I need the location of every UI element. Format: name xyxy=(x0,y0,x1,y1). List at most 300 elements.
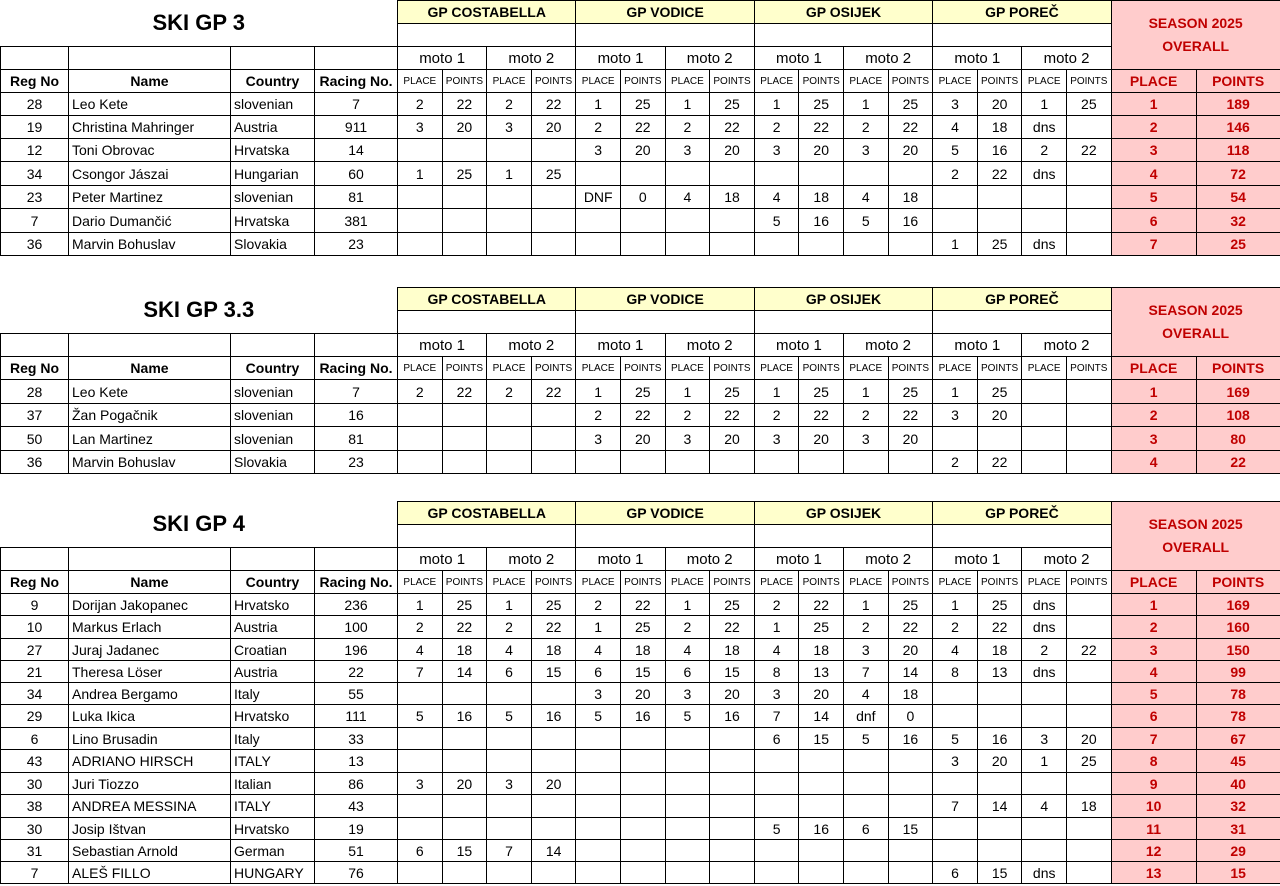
moto-place-cell: 6 xyxy=(754,728,799,750)
col-place: PLACE xyxy=(1022,571,1067,594)
country-cell: Italy xyxy=(231,728,315,750)
moto-place-cell xyxy=(487,186,532,209)
overall-place-cell: 9 xyxy=(1111,773,1196,795)
col-points: POINTS xyxy=(1066,357,1111,380)
country-cell: slovenian xyxy=(231,380,315,404)
moto-points-cell: 18 xyxy=(799,186,844,209)
moto-points-cell: 20 xyxy=(621,139,666,162)
moto-place-cell: 1 xyxy=(398,594,443,616)
moto-place-cell: 1 xyxy=(754,616,799,639)
moto-points-cell: 15 xyxy=(977,862,1022,884)
moto-points-cell: 13 xyxy=(799,661,844,683)
reg-no-cell: 7 xyxy=(1,209,69,233)
moto-points-cell xyxy=(1067,233,1112,256)
col-place: PLACE xyxy=(576,571,621,594)
moto-place-cell: 5 xyxy=(487,705,532,728)
overall-place-cell: 8 xyxy=(1111,750,1196,773)
moto-place-cell: 2 xyxy=(933,451,978,474)
moto-place-cell: 3 xyxy=(398,773,443,795)
moto-points-cell xyxy=(710,233,755,256)
col-place: PLACE xyxy=(1022,70,1067,93)
col-place: PLACE xyxy=(843,357,888,380)
moto-points-cell xyxy=(888,162,933,186)
moto-place-cell: dns xyxy=(1022,116,1067,139)
col-place: PLACE xyxy=(933,571,978,594)
moto-points-cell xyxy=(531,795,576,818)
moto-place-cell xyxy=(1022,209,1067,233)
col-place: PLACE xyxy=(933,357,978,380)
moto-place-cell xyxy=(1022,451,1067,474)
racing-no-cell: 86 xyxy=(315,773,398,795)
moto-place-cell: 2 xyxy=(487,93,532,116)
moto-place-cell xyxy=(487,209,532,233)
moto-points-cell: 18 xyxy=(442,639,487,661)
moto-points-cell xyxy=(1067,116,1112,139)
table-row xyxy=(1,404,1280,427)
col-points: POINTS xyxy=(710,357,755,380)
moto-points-cell: 13 xyxy=(977,661,1022,683)
gp-blank-cell xyxy=(398,24,576,47)
overall-place-cell: 4 xyxy=(1111,451,1196,474)
reg-no-cell: 7 xyxy=(1,862,69,884)
col-points: POINTS xyxy=(531,70,576,93)
moto-points-cell xyxy=(977,186,1022,209)
racing-no-cell: 14 xyxy=(315,139,398,162)
gp-header: GP COSTABELLA xyxy=(398,288,576,311)
racing-no-cell: 23 xyxy=(315,233,398,256)
country-cell: Austria xyxy=(231,661,315,683)
moto-points-cell xyxy=(888,795,933,818)
moto-place-cell xyxy=(754,750,799,773)
moto-points-cell: 20 xyxy=(442,116,487,139)
moto-points-cell: 0 xyxy=(621,186,666,209)
moto-place-cell: 1 xyxy=(754,93,799,116)
moto1-label: moto 1 xyxy=(576,334,665,357)
col-place: PLACE xyxy=(665,571,710,594)
moto-place-cell: 2 xyxy=(665,404,710,427)
moto-place-cell: 4 xyxy=(844,186,889,209)
moto-place-cell: 1 xyxy=(844,594,889,616)
section-ski-gp-3-3 xyxy=(0,287,1280,474)
moto-points-cell xyxy=(888,862,933,884)
moto-place-cell xyxy=(576,773,621,795)
moto-points-cell: 20 xyxy=(888,427,933,451)
col-points: POINTS xyxy=(620,357,665,380)
moto-place-cell xyxy=(487,451,532,474)
reg-no-cell: 28 xyxy=(1,380,69,404)
col-overall-place: PLACE xyxy=(1111,571,1196,594)
blank-cell xyxy=(1,548,69,571)
rider-name-cell: Josip Ištvan xyxy=(69,818,231,840)
col-overall-points: POINTS xyxy=(1196,571,1280,594)
moto-points-cell xyxy=(710,209,755,233)
moto-points-cell xyxy=(531,750,576,773)
moto-place-cell: 4 xyxy=(933,639,978,661)
overall-points-cell: 189 xyxy=(1196,93,1280,116)
moto-points-cell: 15 xyxy=(442,840,487,862)
moto-points-cell xyxy=(442,818,487,840)
col-place: PLACE xyxy=(576,70,621,93)
table-row xyxy=(1,427,1280,451)
moto-place-cell xyxy=(843,451,888,474)
standings-table xyxy=(0,287,1280,474)
moto-points-cell xyxy=(799,162,844,186)
moto-points-cell: 16 xyxy=(799,209,844,233)
col-name: Name xyxy=(69,70,231,93)
country-cell: Hrvatska xyxy=(231,209,315,233)
moto-points-cell xyxy=(888,451,933,474)
moto-place-cell: 5 xyxy=(754,209,799,233)
gp-blank-cell xyxy=(576,525,754,548)
table-row xyxy=(1,661,1280,683)
racing-no-cell: 7 xyxy=(315,380,398,404)
moto-points-cell: 14 xyxy=(799,705,844,728)
overall-points-cell: 80 xyxy=(1196,427,1280,451)
moto-points-cell: 16 xyxy=(977,139,1022,162)
moto-points-cell: 25 xyxy=(977,380,1022,404)
moto-points-cell: 22 xyxy=(620,404,665,427)
moto-place-cell: 4 xyxy=(487,639,532,661)
moto-place-cell: dns xyxy=(1022,594,1067,616)
season-label: SEASON 2025 xyxy=(1148,302,1243,318)
moto-points-cell: 16 xyxy=(977,728,1022,750)
moto-points-cell: 20 xyxy=(799,139,844,162)
moto-place-cell: 2 xyxy=(398,93,443,116)
gp-blank-cell xyxy=(754,311,932,334)
moto-points-cell xyxy=(977,840,1022,862)
moto-place-cell xyxy=(487,728,532,750)
moto-place-cell: 2 xyxy=(398,380,443,404)
moto-points-cell: 20 xyxy=(977,93,1022,116)
moto-points-cell: 16 xyxy=(531,705,576,728)
col-points: POINTS xyxy=(799,70,844,93)
racing-no-cell: 16 xyxy=(315,404,398,427)
moto-points-cell xyxy=(710,818,755,840)
moto-points-cell: 20 xyxy=(710,427,755,451)
moto-points-cell xyxy=(1067,162,1112,186)
season-overall-header xyxy=(1111,288,1280,357)
moto-place-cell: 6 xyxy=(844,818,889,840)
moto-place-cell: 2 xyxy=(754,116,799,139)
moto-place-cell: 2 xyxy=(933,616,978,639)
moto-points-cell: 20 xyxy=(799,427,844,451)
moto-points-cell: 22 xyxy=(888,616,933,639)
moto-place-cell: 1 xyxy=(1022,93,1067,116)
moto-points-cell: 25 xyxy=(799,93,844,116)
reg-no-cell: 29 xyxy=(1,705,69,728)
moto-points-cell: 25 xyxy=(799,380,844,404)
moto-points-cell xyxy=(1067,209,1112,233)
moto-place-cell xyxy=(844,840,889,862)
moto-place-cell: 1 xyxy=(665,380,710,404)
moto-points-cell: 14 xyxy=(888,661,933,683)
moto-place-cell xyxy=(665,818,710,840)
rider-name-cell: Andrea Bergamo xyxy=(69,683,231,705)
rider-name-cell: ADRIANO HIRSCH xyxy=(69,750,231,773)
moto-place-cell xyxy=(1022,186,1067,209)
moto-place-cell xyxy=(487,139,532,162)
reg-no-cell: 50 xyxy=(1,427,69,451)
overall-points-cell: 169 xyxy=(1196,594,1280,616)
moto-place-cell: 1 xyxy=(576,380,621,404)
moto-place-cell xyxy=(933,818,978,840)
country-cell: ITALY xyxy=(231,795,315,818)
overall-points-cell: 72 xyxy=(1196,162,1280,186)
racing-no-cell: 381 xyxy=(315,209,398,233)
table-row xyxy=(1,750,1280,773)
racing-no-cell: 81 xyxy=(315,186,398,209)
gp-header: GP VODICE xyxy=(576,502,754,525)
moto-place-cell: 3 xyxy=(1022,728,1067,750)
moto-points-cell: 16 xyxy=(621,705,666,728)
col-points: POINTS xyxy=(977,571,1022,594)
moto-place-cell xyxy=(1022,773,1067,795)
racing-no-cell: 76 xyxy=(315,862,398,884)
racing-no-cell: 23 xyxy=(315,451,398,474)
section-title: SKI GP 3 xyxy=(152,10,246,36)
moto-points-cell: 22 xyxy=(799,594,844,616)
col-overall-place: PLACE xyxy=(1111,70,1196,93)
overall-points-cell: 78 xyxy=(1196,683,1280,705)
overall-points-cell: 67 xyxy=(1196,728,1280,750)
country-cell: Hrvatsko xyxy=(231,818,315,840)
col-racing-no: Racing No. xyxy=(315,70,398,93)
racing-no-cell: 7 xyxy=(315,93,398,116)
moto-points-cell xyxy=(442,451,487,474)
moto-place-cell xyxy=(665,728,710,750)
moto-points-cell: 18 xyxy=(799,639,844,661)
moto-points-cell xyxy=(1067,661,1112,683)
moto2-label: moto 2 xyxy=(487,47,576,70)
moto-points-cell xyxy=(1067,616,1112,639)
col-place: PLACE xyxy=(844,571,889,594)
overall-points-cell: 118 xyxy=(1196,139,1280,162)
moto-points-cell: 20 xyxy=(442,773,487,795)
rider-name-cell: Markus Erlach xyxy=(69,616,231,639)
moto-place-cell: 5 xyxy=(754,818,799,840)
overall-place-cell: 1 xyxy=(1111,594,1196,616)
moto-points-cell: 18 xyxy=(888,186,933,209)
col-points: POINTS xyxy=(799,571,844,594)
rider-name-cell: Juri Tiozzo xyxy=(69,773,231,795)
blank-cell xyxy=(69,548,231,571)
moto-place-cell: 1 xyxy=(933,380,978,404)
moto1-label: moto 1 xyxy=(398,334,487,357)
moto-place-cell xyxy=(576,750,621,773)
moto-place-cell: 1 xyxy=(665,93,710,116)
moto-place-cell: 2 xyxy=(754,404,799,427)
table-row xyxy=(1,840,1280,862)
moto-points-cell xyxy=(531,139,576,162)
moto-points-cell: 20 xyxy=(531,773,576,795)
col-reg-no: Reg No xyxy=(1,70,69,93)
col-place: PLACE xyxy=(398,571,443,594)
section-title: SKI GP 4 xyxy=(152,511,246,537)
reg-no-cell: 21 xyxy=(1,661,69,683)
moto-points-cell: 15 xyxy=(531,661,576,683)
overall-points-cell: 54 xyxy=(1196,186,1280,209)
reg-no-cell: 6 xyxy=(1,728,69,750)
blank-cell xyxy=(1,334,69,357)
overall-points-cell: 146 xyxy=(1196,116,1280,139)
col-points: POINTS xyxy=(531,357,576,380)
moto-place-cell xyxy=(933,773,978,795)
moto-place-cell: 3 xyxy=(844,139,889,162)
moto-points-cell: 20 xyxy=(531,116,576,139)
moto-place-cell: 4 xyxy=(754,186,799,209)
moto-place-cell xyxy=(576,795,621,818)
moto2-label: moto 2 xyxy=(1022,47,1111,70)
moto1-label: moto 1 xyxy=(754,334,843,357)
racing-no-cell: 33 xyxy=(315,728,398,750)
gp-blank-cell xyxy=(933,24,1111,47)
moto1-label: moto 1 xyxy=(933,47,1022,70)
moto-place-cell: 4 xyxy=(844,683,889,705)
moto-points-cell xyxy=(977,427,1022,451)
moto-points-cell: 14 xyxy=(442,661,487,683)
overall-points-cell: 40 xyxy=(1196,773,1280,795)
table-row xyxy=(1,705,1280,728)
moto-points-cell xyxy=(442,862,487,884)
moto-points-cell: 20 xyxy=(620,427,665,451)
col-points: POINTS xyxy=(1067,70,1112,93)
moto-points-cell: 25 xyxy=(442,162,487,186)
moto2-label: moto 2 xyxy=(665,47,754,70)
moto-points-cell xyxy=(1067,186,1112,209)
country-cell: slovenian xyxy=(231,427,315,451)
moto-points-cell xyxy=(621,795,666,818)
moto-points-cell: 22 xyxy=(977,616,1022,639)
moto-place-cell xyxy=(398,795,443,818)
gp-header: GP OSIJEK xyxy=(754,288,932,311)
overall-points-cell: 31 xyxy=(1196,818,1280,840)
moto-place-cell xyxy=(665,840,710,862)
country-cell: slovenian xyxy=(231,93,315,116)
moto-place-cell xyxy=(398,233,443,256)
moto1-label: moto 1 xyxy=(933,334,1022,357)
moto-points-cell xyxy=(799,451,844,474)
moto-place-cell: dns xyxy=(1022,162,1067,186)
moto-points-cell: 22 xyxy=(710,116,755,139)
moto-place-cell xyxy=(398,186,443,209)
moto-points-cell: 14 xyxy=(531,840,576,862)
moto-points-cell xyxy=(442,233,487,256)
moto-place-cell: dnf xyxy=(844,705,889,728)
moto-points-cell xyxy=(977,818,1022,840)
col-points: POINTS xyxy=(442,571,487,594)
overall-place-cell: 2 xyxy=(1111,116,1196,139)
moto-points-cell: 25 xyxy=(710,594,755,616)
col-points: POINTS xyxy=(710,571,755,594)
moto-place-cell: 5 xyxy=(933,139,978,162)
racing-no-cell: 43 xyxy=(315,795,398,818)
reg-no-cell: 27 xyxy=(1,639,69,661)
moto-place-cell: 2 xyxy=(1022,139,1067,162)
overall-place-cell: 4 xyxy=(1111,162,1196,186)
overall-place-cell: 6 xyxy=(1111,209,1196,233)
moto-place-cell xyxy=(665,750,710,773)
gp-blank-cell xyxy=(933,525,1111,548)
moto-points-cell: 25 xyxy=(888,594,933,616)
season-label: SEASON 2025 xyxy=(1148,15,1243,31)
moto-place-cell: 6 xyxy=(487,661,532,683)
moto-points-cell: 18 xyxy=(531,639,576,661)
overall-points-cell: 78 xyxy=(1196,705,1280,728)
blank-cell xyxy=(1,47,69,70)
moto-place-cell: 2 xyxy=(933,162,978,186)
table-row xyxy=(1,773,1280,795)
overall-points-cell: 29 xyxy=(1196,840,1280,862)
col-place: PLACE xyxy=(933,70,978,93)
overall-points-cell: 108 xyxy=(1196,404,1280,427)
moto-points-cell xyxy=(621,233,666,256)
moto-place-cell: dns xyxy=(1022,862,1067,884)
col-name: Name xyxy=(69,571,231,594)
col-points: POINTS xyxy=(710,70,755,93)
country-cell: Austria xyxy=(231,116,315,139)
moto-place-cell: 2 xyxy=(665,116,710,139)
overall-place-cell: 5 xyxy=(1111,683,1196,705)
moto-points-cell: 0 xyxy=(888,705,933,728)
moto-place-cell: 3 xyxy=(487,116,532,139)
table-row xyxy=(1,116,1280,139)
moto-place-cell: 4 xyxy=(754,639,799,661)
moto2-label: moto 2 xyxy=(1022,548,1111,571)
reg-no-cell: 36 xyxy=(1,233,69,256)
moto-place-cell xyxy=(665,795,710,818)
moto-place-cell: 5 xyxy=(576,705,621,728)
moto-points-cell: 20 xyxy=(710,139,755,162)
col-points: POINTS xyxy=(888,70,933,93)
overall-place-cell: 5 xyxy=(1111,186,1196,209)
moto-place-cell xyxy=(398,209,443,233)
col-points: POINTS xyxy=(442,357,487,380)
moto-points-cell: 15 xyxy=(621,661,666,683)
moto-points-cell xyxy=(531,818,576,840)
col-country: Country xyxy=(231,357,315,380)
moto-place-cell: dns xyxy=(1022,661,1067,683)
moto-points-cell xyxy=(888,233,933,256)
moto-place-cell xyxy=(1022,404,1067,427)
col-points: POINTS xyxy=(621,571,666,594)
moto-place-cell: 2 xyxy=(843,404,888,427)
overall-place-cell: 7 xyxy=(1111,728,1196,750)
moto-place-cell: 5 xyxy=(844,728,889,750)
moto-points-cell xyxy=(531,186,576,209)
table-row xyxy=(1,186,1280,209)
rider-name-cell: Juraj Jadanec xyxy=(69,639,231,661)
moto-place-cell: 7 xyxy=(933,795,978,818)
moto-points-cell xyxy=(1067,594,1112,616)
rider-name-cell: Lan Martinez xyxy=(69,427,231,451)
gp-blank-cell xyxy=(933,311,1111,334)
section-ski-gp-4 xyxy=(0,501,1280,884)
moto-place-cell xyxy=(398,818,443,840)
moto2-label: moto 2 xyxy=(665,548,754,571)
moto-place-cell xyxy=(398,683,443,705)
overall-place-cell: 1 xyxy=(1111,380,1196,404)
overall-points-cell: 15 xyxy=(1196,862,1280,884)
moto-points-cell xyxy=(888,750,933,773)
gp-header: GP COSTABELLA xyxy=(398,1,576,24)
col-name: Name xyxy=(69,357,231,380)
gp-blank-cell xyxy=(398,525,576,548)
overall-place-cell: 3 xyxy=(1111,139,1196,162)
table-row xyxy=(1,795,1280,818)
moto-place-cell: 1 xyxy=(933,594,978,616)
moto-place-cell: 6 xyxy=(665,661,710,683)
table-row xyxy=(1,380,1280,404)
